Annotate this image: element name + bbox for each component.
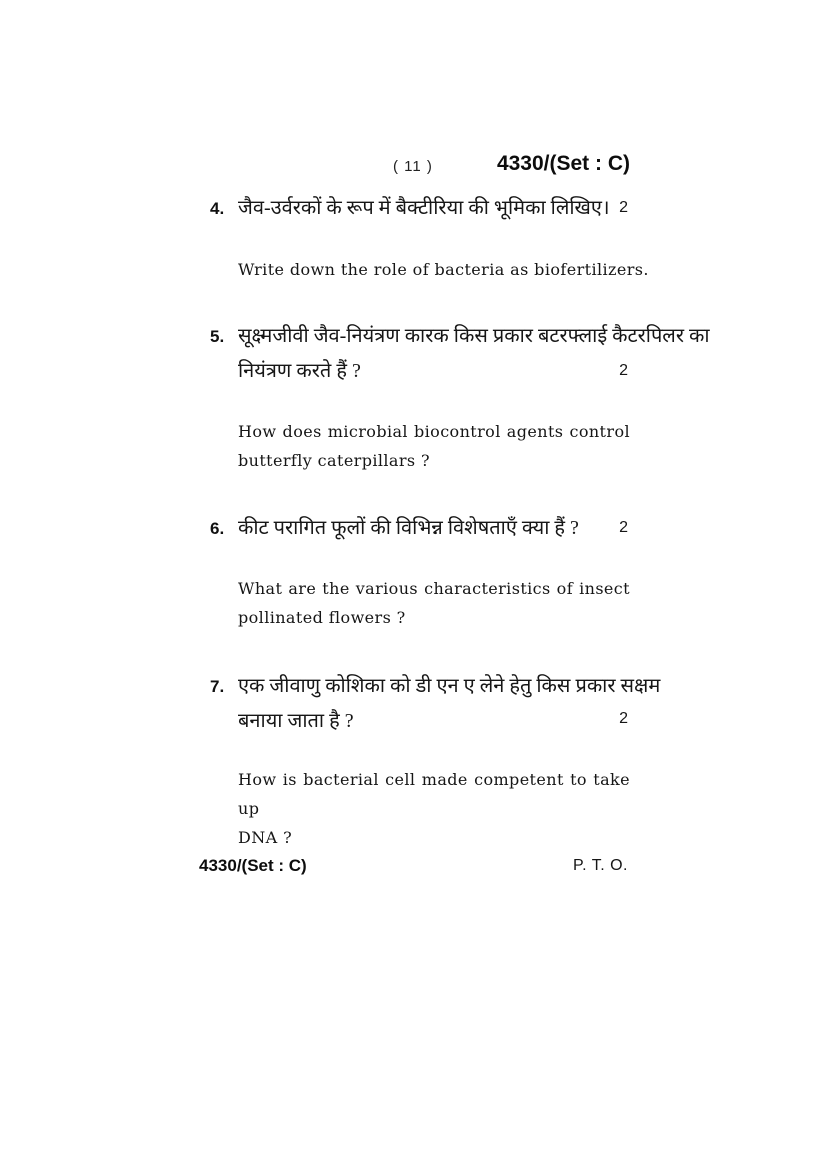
question-5-english-line: How does microbial biocontrol agents control	[238, 422, 630, 441]
question-7-hindi	[238, 669, 661, 739]
question-6-number: 6.	[210, 519, 225, 538]
question-5-number: 5.	[210, 327, 225, 346]
question-4-number: 4.	[210, 199, 225, 218]
question-6-english-line: pollinated flowers ?	[238, 608, 406, 627]
question-5-english	[238, 417, 630, 475]
question-4-hindi-line: जैव-उर्वरकों के रूप में बैक्टीरिया की भूमिका लिखिए।	[238, 197, 610, 219]
question-4-english	[238, 255, 649, 284]
question-6-hindi-line: कीट परागित फूलों की विभिन्न विशेषताएँ क्या हैं ?	[238, 517, 579, 539]
footer-paper-code: 4330/(Set : C)	[199, 856, 307, 875]
question-6-english-line: What are the various characteristics of insect	[238, 579, 630, 598]
question-6-marks: 2	[619, 519, 628, 536]
question-7-hindi-line: बनाया जाता है ?	[238, 710, 354, 732]
question-7-english-line: How is bacterial cell made competent to take up	[238, 770, 630, 818]
question-6-english	[238, 574, 630, 632]
question-5-marks: 2	[619, 362, 628, 379]
page-number: ( 11 )	[393, 158, 433, 175]
question-4-marks: 2	[619, 199, 628, 216]
question-7-marks: 2	[619, 710, 628, 727]
question-5-hindi-line: सूक्ष्मजीवी जैव-नियंत्रण कारक किस प्रकार बटरफ्लाई कैटरपिलर का	[238, 325, 710, 347]
question-4-hindi	[238, 191, 630, 226]
question-7-number: 7.	[210, 677, 225, 696]
question-5-hindi-line: नियंत्रण करते हैं ?	[238, 360, 361, 382]
question-5-english-line: butterfly caterpillars ?	[238, 451, 430, 470]
pto-label: P. T. O.	[573, 857, 628, 874]
question-7-english-line: DNA ?	[238, 828, 293, 847]
question-7-hindi-line: एक जीवाणु कोशिका को डी एन ए लेने हेतु किस प्रकार सक्षम	[238, 675, 661, 697]
question-4-english-line: Write down the role of bacteria as biofertilizers.	[238, 260, 649, 279]
question-6-hindi	[238, 511, 630, 546]
paper-code-header: 4330/(Set : C)	[496, 152, 630, 175]
question-7-english	[238, 765, 630, 852]
question-5-hindi	[238, 319, 710, 389]
